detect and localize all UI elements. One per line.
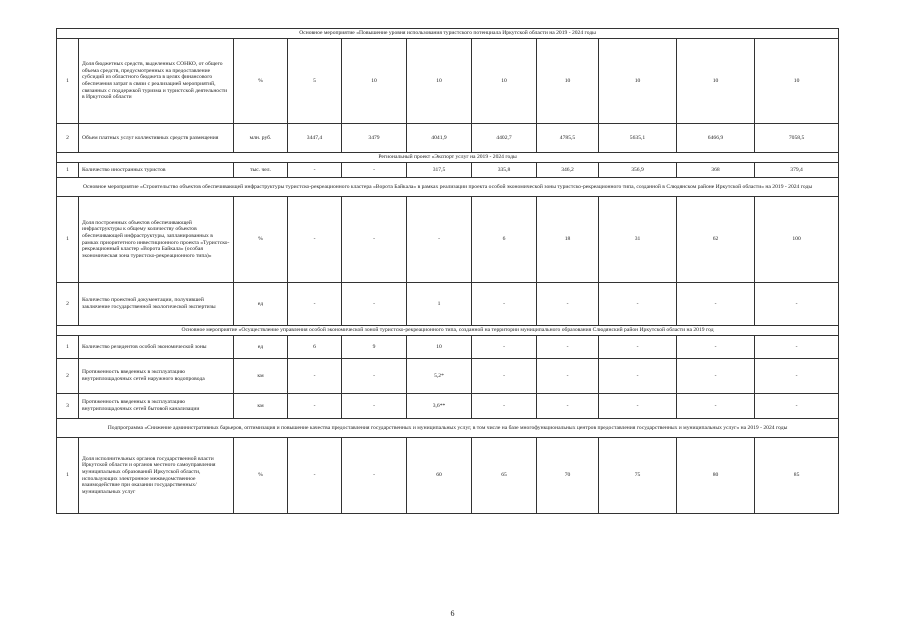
table-row — [57, 124, 839, 153]
value-cell: - — [677, 336, 755, 359]
unit-cell: км — [234, 394, 288, 419]
value-cell: 335,8 — [472, 163, 537, 178]
value-cell: 75 — [599, 438, 677, 514]
value-cell: - — [288, 197, 342, 283]
value-cell: - — [677, 394, 755, 419]
value-cell: - — [342, 163, 407, 178]
value-cell: - — [288, 394, 342, 419]
value-cell: - — [342, 394, 407, 419]
value-cell: 10 — [407, 39, 472, 124]
value-cell: - — [472, 336, 537, 359]
value-cell: - — [755, 359, 839, 394]
value-cell: 10 — [537, 39, 599, 124]
indicator-name: Количество резидентов особой экономической зоны — [79, 336, 234, 359]
indicator-name: Количество иностранных туристов — [79, 163, 234, 178]
value-cell: - — [407, 197, 472, 283]
indicators-table-container — [56, 28, 838, 514]
table-row — [57, 283, 839, 326]
value-cell: 80 — [677, 438, 755, 514]
value-cell: 62 — [677, 197, 755, 283]
table-row — [57, 197, 839, 283]
unit-cell: % — [234, 39, 288, 124]
value-cell: 4785,5 — [537, 124, 599, 153]
unit-cell: ед — [234, 283, 288, 326]
section-title: Региональный проект «Экспорт услуг на 2019 - 2024 годы — [57, 153, 839, 163]
value-cell: - — [288, 283, 342, 326]
value-cell: 10 — [342, 39, 407, 124]
value-cell: 4402,7 — [472, 124, 537, 153]
value-cell: 10 — [472, 39, 537, 124]
value-cell: 10 — [407, 336, 472, 359]
value-cell: 1 — [407, 283, 472, 326]
table-row — [57, 336, 839, 359]
value-cell: 5635,1 — [599, 124, 677, 153]
table-row — [57, 438, 839, 514]
section-title: Основное мероприятие «Повышение уровня использования туристского потенциала Иркутской области на 2019 - 2024 годы — [57, 29, 839, 39]
indicator-name: Доля бюджетных средств, выделенных СОНКО, от общего объема средств, предусмотренных на предоставление субсидий из областного бюджета в целях финансового обеспечения затрат в связи с реализацией мероприятий, связанных с поддержкой туризма и туристской деятельности в Иркутской области — [79, 39, 234, 124]
table-row — [57, 394, 839, 419]
row-number: 1 — [57, 39, 79, 124]
value-cell: - — [537, 336, 599, 359]
table-row — [57, 163, 839, 178]
section-header-row — [57, 178, 839, 197]
value-cell: 7058,5 — [755, 124, 839, 153]
row-number: 1 — [57, 197, 79, 283]
value-cell: 3,6** — [407, 394, 472, 419]
value-cell: - — [342, 197, 407, 283]
value-cell: - — [677, 359, 755, 394]
row-number: 3 — [57, 394, 79, 419]
value-cell: - — [288, 163, 342, 178]
unit-cell: % — [234, 438, 288, 514]
row-number: 2 — [57, 124, 79, 153]
unit-cell: млн. руб. — [234, 124, 288, 153]
section-title: Основное мероприятие «Строительство объектов обеспечивающей инфраструктуры туристско-рекреационного кластера «Ворота Байкала» в рамках реализации проекта особой экономической зоны туристско-рекреационного типа, созданной в Слюдянском районе Иркутской области» на 2019 - 2024 годы — [57, 178, 839, 197]
section-title: Подпрограмма «Снижение административных барьеров, оптимизация и повышение качества предоставления государственных и муниципальных услуг, в том числе на базе многофункциональных центров предоставления государственных и муниципальных услуг» на 2019 - 2024 годы — [57, 419, 839, 438]
value-cell: 100 — [755, 197, 839, 283]
row-number: 2 — [57, 359, 79, 394]
value-cell: 379,4 — [755, 163, 839, 178]
value-cell: 31 — [599, 197, 677, 283]
value-cell: - — [755, 394, 839, 419]
value-cell: - — [755, 283, 839, 326]
value-cell: - — [342, 283, 407, 326]
indicator-name: Протяженность введенных в эксплуатацию внутриплощадочных сетей бытовой канализации — [79, 394, 234, 419]
value-cell: 368 — [677, 163, 755, 178]
table-row — [57, 39, 839, 124]
unit-cell: тыс. чел. — [234, 163, 288, 178]
row-number: 1 — [57, 163, 79, 178]
section-header-row — [57, 326, 839, 336]
value-cell: - — [755, 336, 839, 359]
value-cell: 10 — [755, 39, 839, 124]
indicator-name: Протяженность введенных в эксплуатацию внутриплощадочных сетей наружного водопровода — [79, 359, 234, 394]
value-cell: - — [342, 359, 407, 394]
row-number: 1 — [57, 336, 79, 359]
value-cell: 6 — [472, 197, 537, 283]
value-cell: 10 — [677, 39, 755, 124]
value-cell: 6 — [288, 336, 342, 359]
row-number: 2 — [57, 283, 79, 326]
section-title: Основное мероприятие «Осуществление управления особой экономической зоной туристско-рекреационного типа, созданной на территории муниципального образования Слюдянский район Иркутской области на 2019 год — [57, 326, 839, 336]
value-cell: - — [537, 359, 599, 394]
value-cell: - — [537, 283, 599, 326]
value-cell: - — [599, 359, 677, 394]
value-cell: - — [537, 394, 599, 419]
section-header-row — [57, 153, 839, 163]
value-cell: 18 — [537, 197, 599, 283]
value-cell: - — [288, 438, 342, 514]
value-cell: 65 — [472, 438, 537, 514]
page-number: 6 — [450, 609, 455, 618]
unit-cell: % — [234, 197, 288, 283]
value-cell: 60 — [407, 438, 472, 514]
indicator-name: Объем платных услуг коллективных средств размещения — [79, 124, 234, 153]
value-cell: - — [472, 283, 537, 326]
value-cell: - — [288, 359, 342, 394]
value-cell: 5 — [288, 39, 342, 124]
section-header-row — [57, 29, 839, 39]
value-cell: 346,2 — [537, 163, 599, 178]
unit-cell: км — [234, 359, 288, 394]
value-cell: - — [599, 283, 677, 326]
value-cell: 10 — [599, 39, 677, 124]
indicator-name: Доля построенных объектов обеспечивающей инфраструктуры к общему количеству объектов обеспечивающей инфраструктуры, запланированных в рамках приоритетного инвестиционного проекта «Туристско-рекреационный кластер «Ворота Байкала» (особая экономическая зона туристско-рекреационного типа)» — [79, 197, 234, 283]
table-row — [57, 359, 839, 394]
value-cell: 70 — [537, 438, 599, 514]
row-number: 1 — [57, 438, 79, 514]
value-cell: - — [472, 394, 537, 419]
section-header-row — [57, 419, 839, 438]
value-cell: 3447,4 — [288, 124, 342, 153]
value-cell: 85 — [755, 438, 839, 514]
unit-cell: ед — [234, 336, 288, 359]
value-cell: - — [342, 438, 407, 514]
value-cell: 356,9 — [599, 163, 677, 178]
value-cell: - — [677, 283, 755, 326]
value-cell: - — [599, 394, 677, 419]
indicators-table — [56, 28, 839, 514]
value-cell: 4041,9 — [407, 124, 472, 153]
indicator-name: Доля исполнительных органов государственной власти Иркутской области и органов местного самоуправления муниципальных образований Иркутской области, использующих электронное межведомственное взаимодействие при оказании государственных/муниципальных услуг — [79, 438, 234, 514]
value-cell: - — [472, 359, 537, 394]
indicator-name: Количество проектной документации, получившей заключение государственной экологической экспертизы — [79, 283, 234, 326]
value-cell: 5,2* — [407, 359, 472, 394]
value-cell: 3479 — [342, 124, 407, 153]
value-cell: 9 — [342, 336, 407, 359]
value-cell: - — [599, 336, 677, 359]
value-cell: 6466,9 — [677, 124, 755, 153]
value-cell: 317,5 — [407, 163, 472, 178]
